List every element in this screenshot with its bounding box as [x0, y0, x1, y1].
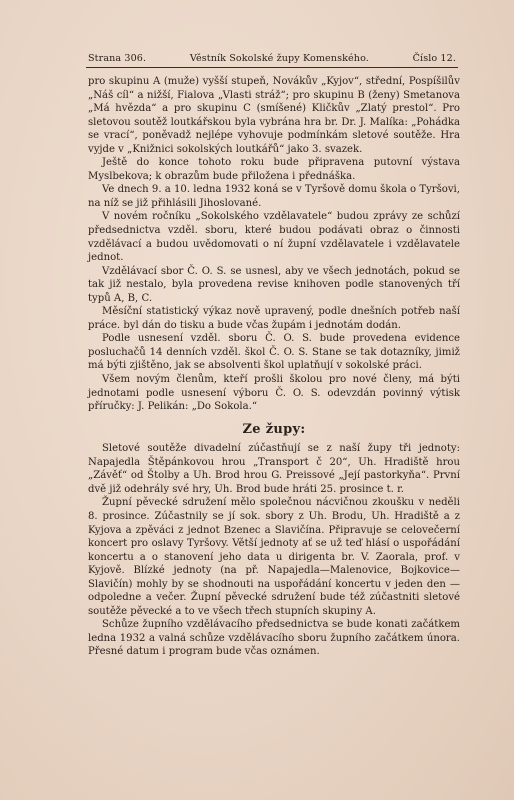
- paragraph: Ve dnech 9. a 10. ledna 1932 koná se v Tyršově domu škola o Tyršovi, na níž se již přihlásili Jihoslované.: [88, 184, 460, 209]
- paragraph: V novém ročníku „Sokolského vzdělavatele“ budou zprávy ze schůzí předsednictva vzděl. sboru, které budou podávati obraz o činnosti vzdělávací a budou uvědomovati o ní župní vzdělavatele i vzdělavatele jednot.: [88, 211, 460, 264]
- paragraph: Vzdělávací sbor Č. O. S. se usnesl, aby ve všech jednotách, pokud se tak již nestalo, byla provedena revise knihoven podle stanovených tří typů A, B, C.: [88, 265, 460, 304]
- paragraph: Podle usnesení vzděl. sboru Č. O. S. bude provedena evidence posluchačů 14 denních vzděl. škol Č. O. S. Stane se tak dotazníky, jimiž má býti zjištěno, jak se absolventi škol uplatňují v sokolské práci.: [88, 333, 460, 372]
- running-header: [88, 53, 456, 64]
- header-rule: [86, 67, 458, 68]
- paragraph: Župní pěvecké sdružení mělo společnou nácvičnou zkoušku v neděli 8. prosince. Zúčastnily se jí sok. sbory z Uh. Brodu, Uh. Hradiště a z Kyjova a zpěváci z jednot Bzenec a Slavičína. Připravuje se celovečerní koncert pro oslavy Tyršovy. Větší jednoty ať se už teď hlásí o uspořádání koncertu a o stanovení jeho data u dirigenta br. V. Zaorala, prof. v Kyjově. Blízké jednoty (na př. Napajedla—Malenovice, Bojkovice—Slavičín) mohly by se shodnouti na uspořádání koncertu v jeden den — odpoledne a večer. Župní pěvecké sdružení bude též zúčastniti sletové soutěže pěvecké a to ve všech třech stupních skupiny A.: [88, 497, 460, 617]
- page-number: Strana 306.: [88, 53, 147, 64]
- paragraph: Schůze župního vzdělávacího předsednictva se bude konati začátkem ledna 1932 a valná schůze vzdělávacího sboru župního začátkem února. Přesné datum i program bude včas oznámen.: [88, 619, 460, 658]
- paragraph: pro skupinu A (muže) vyšší stupeň, Novákův „Kyjov“, střední, Pospíšilův „Náš cíl“ a nižší, Fialova „Vlasti stráž“; pro skupinu B (ženy) Smetanova „Má hvězda“ a pro skupinu C (smíšené) Kličkův „Zlatý prestol“. Pro sletovou soutěž loutkářskou byla vybrána hra br. Dr. J. Malíka: „Pohádka se vrací“, poněvadž nejlépe vyhovuje podmínkám sletové soutěže. Hra vyjde v „Knižnici sokolských loutkářů“ jako 3. svazek.: [88, 76, 460, 155]
- journal-title: Věstník Sokolské župy Komenského.: [189, 53, 369, 64]
- section-heading: Ze župy:: [242, 421, 306, 437]
- paragraph: Ještě do konce tohoto roku bude připravena putovní výstava Myslbekova; k obrazům bude přiložena i přednáška.: [88, 157, 460, 182]
- paragraph: Sletové soutěže divadelní zúčastňují se z naší župy tři jednoty: Napajedla Štěpánkovou hrou „Transport č 20“, Uh. Hradiště hrou „Závěť“ od Štolby a Uh. Brod hrou G. Preissové „Její pastorkyňa“. První dvě již odehrály své hry, Uh. Brod bude hráti 25. prosince t. r.: [88, 443, 460, 495]
- paragraph: Měsíční statistický výkaz nově upravený, podle dnešních potřeb naší práce. byl dán do tisku a bude včas župám i jednotám dodán.: [88, 306, 460, 331]
- issue-number: Číslo 12.: [412, 53, 456, 64]
- paragraph: Všem novým členům, kteří prošli školou pro nové členy, má býti jednotami podle usnesení výboru Č. O. S. odevzdán povinný výtisk příručky: J. Pelikán: „Do Sokola.“: [88, 374, 460, 413]
- body-text: [88, 75, 460, 659]
